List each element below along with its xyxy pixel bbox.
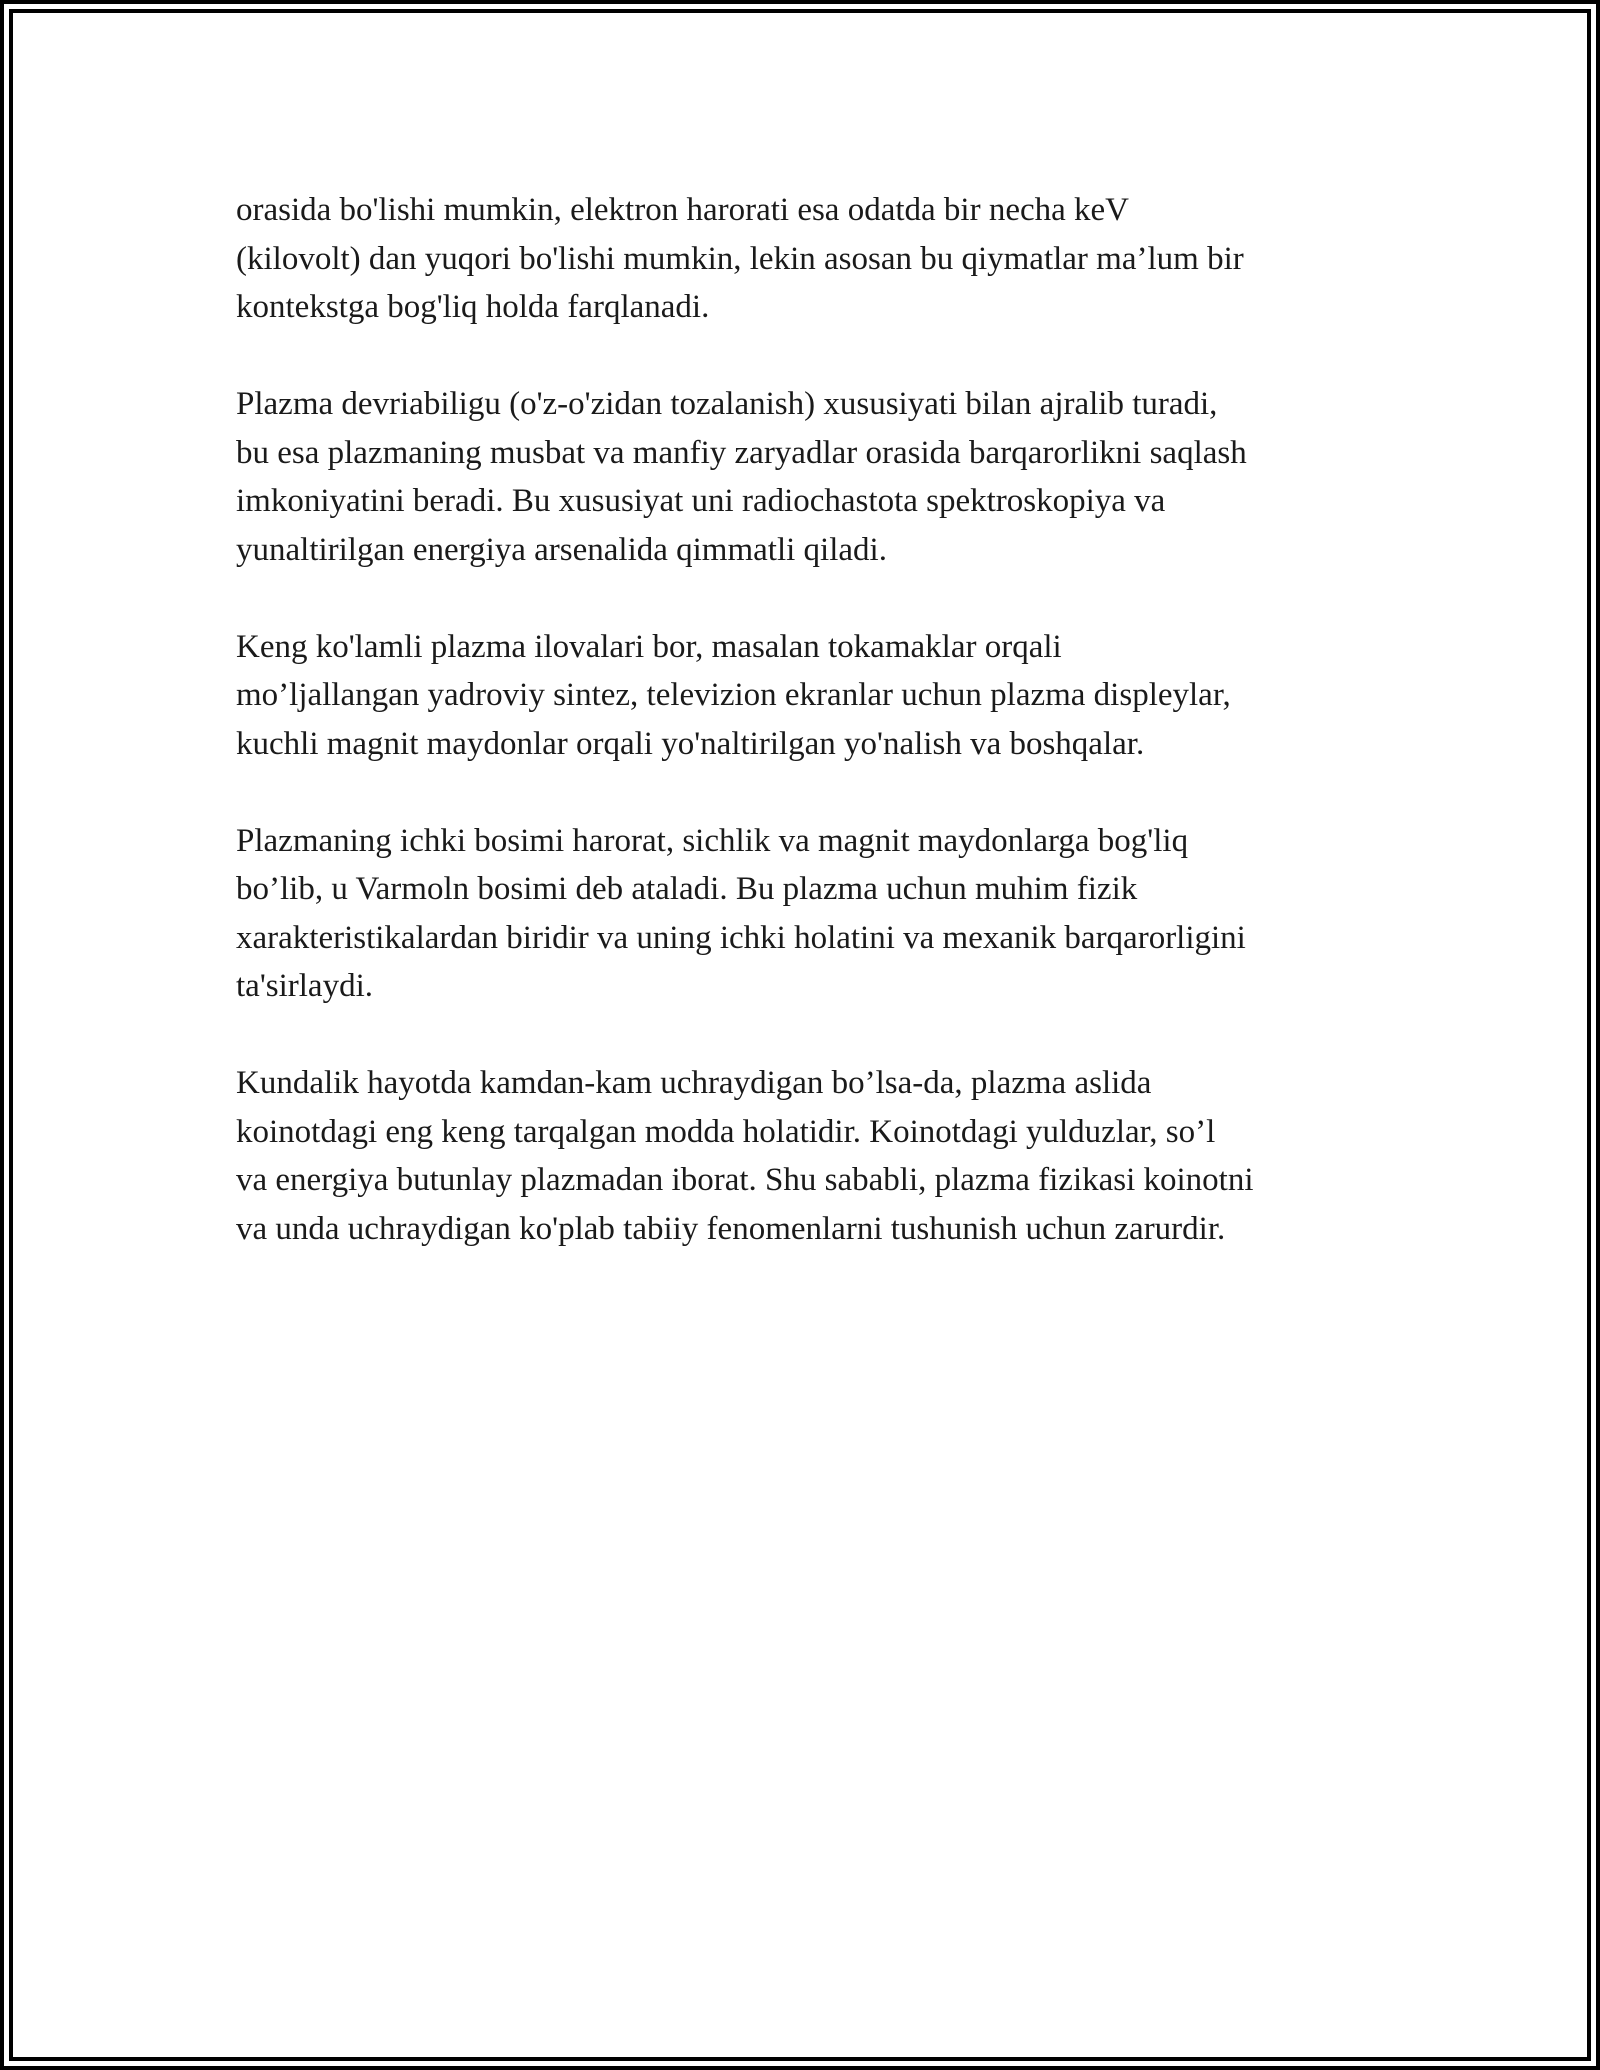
text-line: Plazma devriabiligu (o'z-o'zidan tozalanish) xususiyati bilan ajralib turadi,: [236, 386, 1218, 422]
text-line: (kilovolt) dan yuqori bo'lishi mumkin, lekin asosan bu qiymatlar ma’lum bir: [236, 240, 1244, 277]
text-line: ta'sirlaydi.: [236, 968, 373, 1004]
paragraph-internal-pressure: [236, 817, 1386, 1011]
text-line: bo’lib, u Varmoln bosimi deb ataladi. Bu plazma uchun muhim fizik: [236, 871, 1138, 907]
text-line: koinotdagi eng keng tarqalgan modda holatidir. Koinotdagi yulduzlar, so’l: [236, 1113, 1216, 1150]
text-line: imkoniyatini beradi. Bu xususiyat uni radiochastota spektroskopiya va: [236, 483, 1166, 519]
text-line: Plazmaning ichki bosimi harorat, sichlik va magnit maydonlarga bog'liq: [236, 822, 1189, 859]
text-line: xarakteristikalardan biridir va uning ichki holatini va mexanik barqarorligini: [236, 919, 1246, 956]
text-line: va energiya butunlay plazmadan iborat. Shu sababli, plazma fizikasi koinotni: [236, 1162, 1254, 1198]
text-line: Keng ko'lamli plazma ilovalari bor, masalan tokamaklar orqali: [236, 628, 1062, 665]
text-line: Kundalik hayotda kamdan-kam uchraydigan bo’lsa-da, plazma aslida: [236, 1065, 1152, 1101]
document-body: [236, 186, 1386, 1302]
text-line: va unda uchraydigan ko'plab tabiiy fenomenlarni tushunish uchun zarurdir.: [236, 1210, 1226, 1247]
text-line: orasida bo'lishi mumkin, elektron harorati esa odatda bir necha keV: [236, 192, 1129, 228]
paragraph-electron-temperature: [236, 186, 1386, 332]
paragraph-plasma-property: [236, 380, 1386, 574]
text-line: kuchli magnit maydonlar orqali yo'naltirilgan yo'nalish va boshqalar.: [236, 725, 1145, 762]
paragraph-plasma-applications: [236, 623, 1386, 769]
text-line: mo’ljallangan yadroviy sintez, televizion ekranlar uchun plazma displeylar,: [236, 677, 1231, 713]
text-line: bu esa plazmaning musbat va manfiy zaryadlar orasida barqarorlikni saqlash: [236, 434, 1247, 471]
text-line: kontekstga bog'liq holda farqlanadi.: [236, 289, 710, 325]
paragraph-plasma-universe: [236, 1059, 1386, 1253]
text-line: yunaltirilgan energiya arsenalida qimmatli qiladi.: [236, 531, 887, 568]
